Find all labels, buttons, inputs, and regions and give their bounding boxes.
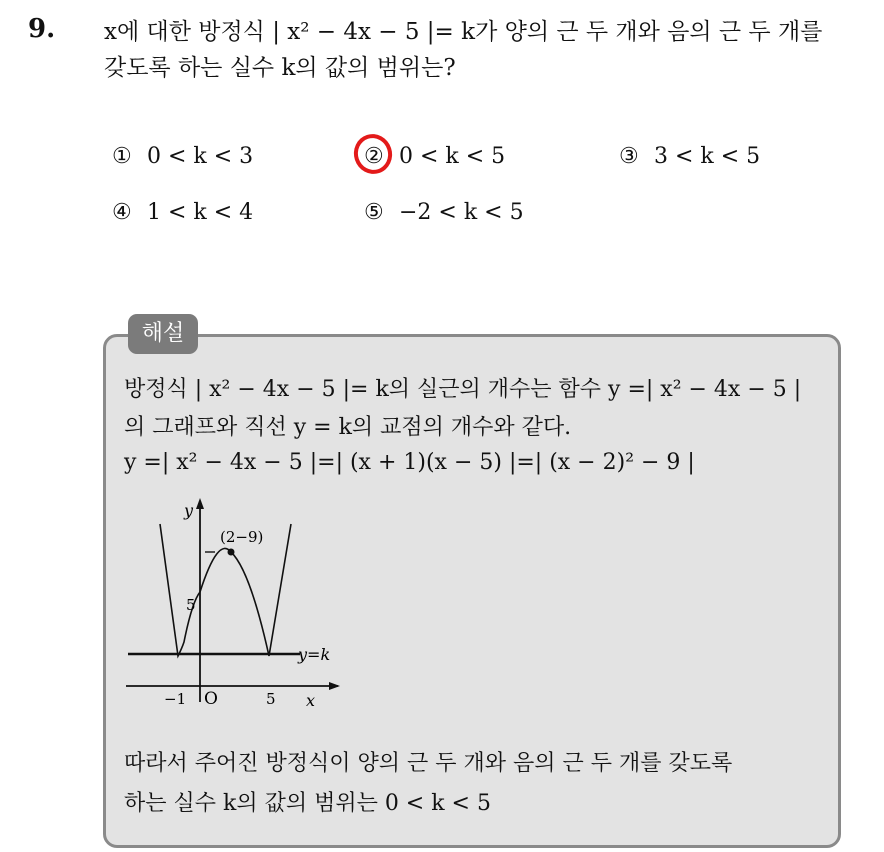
x-axis-arrow-icon <box>329 682 340 690</box>
choice-5-mark: ⑤ <box>364 200 384 225</box>
root-right-label: 5 <box>266 690 276 708</box>
solution-tab: 해설 <box>128 314 198 354</box>
y-intercept-label: 5 <box>186 596 196 614</box>
choice-1-mark: ① <box>112 144 132 169</box>
question-number: 9. <box>28 14 56 44</box>
graph-figure <box>120 492 350 712</box>
answer-circle-mark <box>349 129 398 179</box>
y-axis-arrow-icon <box>196 498 204 509</box>
y-axis-label: y <box>184 501 194 520</box>
origin-label: O <box>204 689 218 709</box>
root-left-label: −1 <box>164 690 187 708</box>
choice-3-mark: ③ <box>619 144 639 169</box>
question-line-2: 갖도록 하는 실수 k의 값의 범위는? <box>104 55 456 81</box>
choice-4-mark: ④ <box>112 200 132 225</box>
solution-line-3: y =| x² − 4x − 5 |=| (x + 1)(x − 5) |=| (x − 2)² − 9 | <box>124 450 695 475</box>
choice-4-text: 1 < k < 4 <box>147 200 254 225</box>
choice-5-text: −2 < k < 5 <box>399 200 524 225</box>
question-text <box>104 14 874 86</box>
question-line-1: x에 대한 방정식 | x² − 4x − 5 |= k가 양의 근 두 개와 음의 근 두 개를 <box>104 19 823 45</box>
conclusion-line-2: 하는 실수 k의 값의 범위는 0 < k < 5 <box>124 791 491 816</box>
choice-1[interactable] <box>112 144 253 169</box>
solution-line-1: 방정식 | x² − 4x − 5 |= k의 실근의 개수는 함수 y =| x² − 4x − 5 | <box>124 377 802 402</box>
conclusion-line-1: 따라서 주어진 방정식이 양의 근 두 개와 음의 근 두 개를 갖도록 <box>124 751 733 776</box>
choice-1-text: 0 < k < 3 <box>147 144 254 169</box>
vertex-point <box>228 549 235 556</box>
line-label: y=k <box>298 645 331 664</box>
choice-4[interactable] <box>112 200 253 225</box>
choice-2-mark: ② <box>364 144 384 169</box>
solution-line-2: 의 그래프와 직선 y = k의 교점의 개수와 같다. <box>124 415 572 440</box>
vertex-label: (2−9) <box>220 528 264 546</box>
x-axis-label: x <box>306 691 316 710</box>
choice-5[interactable] <box>364 200 524 225</box>
choice-3[interactable] <box>619 144 760 169</box>
choice-2-text: 0 < k < 5 <box>399 144 506 169</box>
choice-3-text: 3 < k < 5 <box>654 144 761 169</box>
